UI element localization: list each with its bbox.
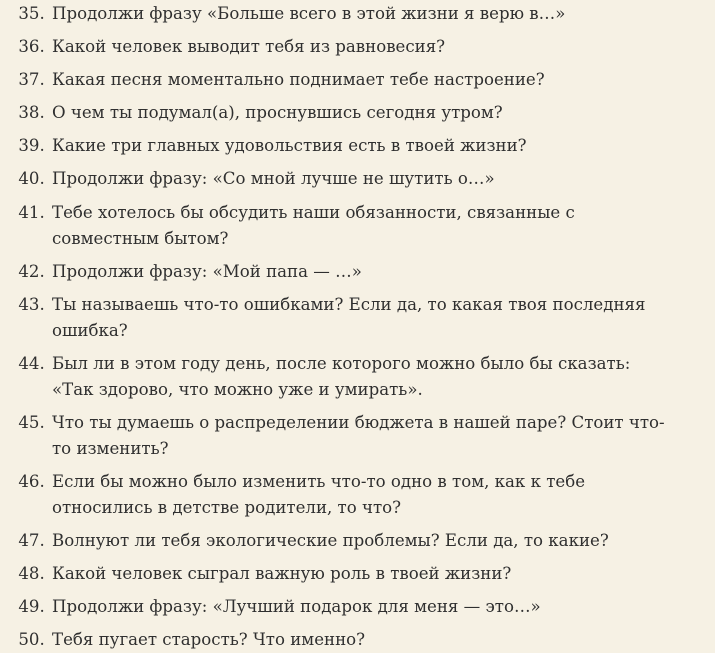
question-item bbox=[50, 627, 670, 653]
question-text: Волнуют ли тебя экологические проблемы? Если да, то какие? bbox=[52, 531, 609, 551]
question-item bbox=[50, 561, 670, 587]
question-item bbox=[50, 259, 670, 285]
question-item bbox=[50, 594, 670, 620]
question-text: Продолжи фразу: «Мой папа — …» bbox=[52, 261, 362, 281]
question-text: Если бы можно было изменить что-то одно в том, как к тебе относились в детстве родители, то что? bbox=[52, 472, 586, 518]
question-item bbox=[50, 34, 670, 60]
question-item bbox=[50, 133, 670, 159]
question-item bbox=[50, 528, 670, 554]
question-text: Какой человек сыграл важную роль в твоей жизни? bbox=[52, 564, 512, 584]
question-text: Тебе хотелось бы обсудить наши обязанности, связанные с совместным бытом? bbox=[52, 202, 575, 248]
question-item bbox=[50, 166, 670, 192]
question-list bbox=[0, 1, 670, 653]
question-item bbox=[50, 200, 670, 252]
question-text: Что ты думаешь о распределении бюджета в нашей паре? Стоит что-то изменить? bbox=[52, 412, 665, 458]
question-item bbox=[50, 351, 670, 403]
question-text: О чем ты подумал(а), проснувшись сегодня утром? bbox=[52, 103, 503, 123]
question-text: Продолжи фразу «Больше всего в этой жизни я верю в…» bbox=[52, 4, 566, 23]
question-text: Какие три главных удовольствия есть в твоей жизни? bbox=[52, 136, 527, 156]
question-item bbox=[50, 469, 670, 521]
question-item bbox=[50, 100, 670, 126]
question-text: Какая песня моментально поднимает тебе настроение? bbox=[52, 70, 545, 90]
question-text: Тебя пугает старость? Что именно? bbox=[52, 630, 366, 650]
question-item bbox=[50, 67, 670, 93]
question-item bbox=[50, 292, 670, 344]
question-text: Ты называешь что-то ошибками? Если да, то какая твоя последняя ошибка? bbox=[52, 294, 646, 340]
question-item bbox=[50, 410, 670, 462]
question-item bbox=[50, 1, 670, 27]
question-text: Продолжи фразу: «Лучший подарок для меня — это…» bbox=[52, 597, 541, 617]
question-text: Продолжи фразу: «Со мной лучше не шутить о…» bbox=[52, 169, 495, 189]
question-text: Какой человек выводит тебя из равновесия? bbox=[52, 37, 446, 57]
question-text: Был ли в этом году день, после которого можно было бы сказать: «Так здорово, что можно уже и умирать». bbox=[52, 353, 631, 399]
